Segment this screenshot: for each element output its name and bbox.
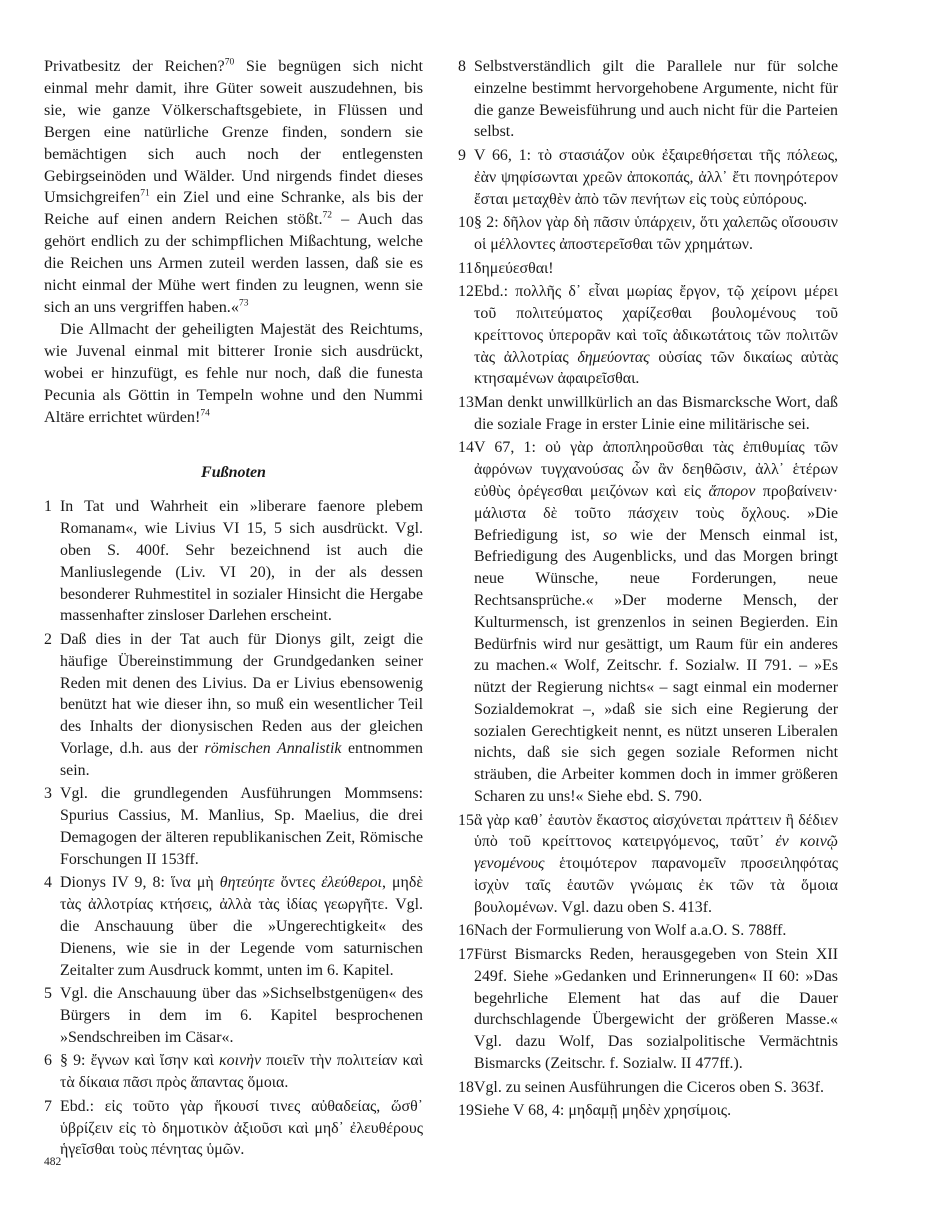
footnote-text: Daß dies in der Tat auch für Dionys gilt, zeigt die häufige Übereinstimmung der Grundgedanken seiner Reden mit denen des Livius. Da er Livius ebensowenig benützt hat wie dieser ihn, so muß ein wesentlicher Teil des Inhalts der dionysischen Reden aus der gleichen Vorlage, d.h. aus der römischen Annalistik entnommen sein. xyxy=(60,630,423,779)
footnote xyxy=(458,145,838,210)
footnote-text: Ebd.: εἰς τοῦτο γὰρ ἥκουσί τινες αὐθαδείας, ὥσθ᾽ ὑβρίζειν εἰς τὸ δημοτικὸν ἀξιοῦσι καὶ μηδ᾽ ἐλευθέρους ἡγεῖσθαι τοὺς πένητας ὑμῶν. xyxy=(60,1097,423,1159)
footnote-number: 8 xyxy=(458,58,466,75)
footnote-number: 19 xyxy=(458,1102,474,1120)
footnote-number: 3 xyxy=(44,785,52,803)
footnote xyxy=(458,437,838,808)
footnote-number: 7 xyxy=(44,1097,52,1115)
footnote xyxy=(458,944,838,1075)
footnote xyxy=(458,392,838,436)
footnote xyxy=(44,629,423,782)
footnote xyxy=(458,281,838,390)
footnote-text: Vgl. die grundlegenden Ausführungen Mommsens: Spurius Cassius, M. Manlius, Sp. Maelius, die drei Demagogen der älteren republikanischen Zeit, Römische Forschungen II 153ff. xyxy=(60,785,423,868)
footnote xyxy=(458,1077,838,1099)
footnote-number: 16 xyxy=(458,922,474,940)
footnotes-heading: Fußnoten xyxy=(201,464,266,482)
footnote xyxy=(44,872,423,981)
footnote-text: Dionys IV 9, 8: ἵνα μὴ θητεύητε ὄντες ἐλεύθεροι, μηδὲ τὰς ἀλλοτρίας κτήσεις, ἀλλὰ τὰς ἰδίας γεωργῆτε. Vgl. die Anschauung über die »Ungerechtigkeit« des Dienens, wie sie in der Legende vom saturnischen Zeitalter zum Ausdruck kommt, unten im 6. Kapitel. xyxy=(60,874,424,979)
left-column xyxy=(44,56,423,1163)
footnote-number: 6 xyxy=(44,1052,52,1070)
footnote-ref: 72 xyxy=(322,210,333,221)
footnote-number: 5 xyxy=(44,985,52,1003)
right-column xyxy=(458,56,838,1124)
footnote-text: Vgl. die Anschauung über das »Sichselbstgenügen« des Bürgers in dem im 6. Kapitel besprochenen »Sendschreiben im Cäsar«. xyxy=(60,985,423,1046)
footnote-ref: 73 xyxy=(238,298,249,309)
footnote xyxy=(44,1050,423,1094)
body-paragraph: Privatbesitz der Reichen?$^{70}$ Sie begnügen sich nicht einmal mehr damit, ihre Güter soweit auszudehnen, bis sie, wie ganze Völkerschaftsgebiete, in Flüssen und Bergen eine natürliche Grenze finden, sondern sie bemächtigen sich auch noch der entlegensten Gebirgseinöden und Wälder. Und nirgends findet dieses Umsichgreifen$^{71}$ ein Ziel und eine Schranke, als bis der Reiche auf einen andern Reichen stößt.$^{72}$ – Auch das gehört endlich zu der schimpflichen Mißachtung, welche die Reichen uns Armen zuteil werden lassen, daß sie es nicht einmal der Mühe wert finden zu leugnen, wenn sie sich an uns vergriffen haben.«$^{73}$ xyxy=(44,57,423,316)
body-text xyxy=(44,56,423,428)
footnote-text: Siehe V 68, 4: μηδαμῇ μηδὲν χρησίμοις. xyxy=(474,1102,732,1120)
footnote-number: 14 xyxy=(458,439,474,457)
footnote-number: 2 xyxy=(44,630,52,648)
footnote xyxy=(44,783,423,870)
footnote xyxy=(458,212,838,256)
footnote-number: 10 xyxy=(458,214,474,232)
body-paragraph: Die Allmacht der geheiligten Majestät des Reichtums, wie Juvenal einmal mit bitterer Ironie sich ausdrückt, wobei er hinzufügt, es fehle nur noch, daß die funesta Pecunia als Göttin in Tempeln wohne und den Nummi Altäre errichtet würden!$^{74}$ xyxy=(44,319,423,426)
footnote-text: Man denkt unwillkürlich an das Bismarcksche Wort, daß die soziale Frage in erster Linie eine militärische sei. xyxy=(474,393,838,433)
footnote-number: 18 xyxy=(458,1078,474,1096)
footnote-text: V 67, 1: οὐ γὰρ ἀποπληροῦσθαι τὰς ἐπιθυμίας τῶν ἀφρόνων τυγχανούσας ὧν ἂν δεηθῶσιν, ἀλλ᾽ ἑτέρων εὐθὺς ὀρέγεσθαι μειζόνων καὶ εἰς ἄπορον προβαίνειν· μάλιστα δὲ τοῦτο πάσχειν τοὺς ὄχλους. »Die Befriedigung ist, so wie der Mensch einmal ist, Befriedigung des Augenblicks, und das Morgen bringt neue Wünsche, neue Forderungen, neue Rechtsansprüche.« »Der moderne Mensch, der Kulturmensch, ist grenzenlos in seinen Begierden. Ein Bedürfnis wird nur gesättigt, um Raum für ein anderes zu machen.« Wolf, Zeitschr. f. Sozialw. II 791. – »Es nützt der Regierung nichts« – sagt einmal ein moderner Sozialdemokrat –, »daß sie sich eine Regierung der sozialen Gerechtigkeit nennt, es nützt unseren Liberalen nichts, daß sie sich gegen soziale Reformen nicht sträuben, die Arbeiter kommen doch in immer größeren Scharen zu uns!« Siehe ebd. S. 790. xyxy=(474,439,838,806)
footnote-text: ἃ γὰρ καθ᾽ ἑαυτὸν ἕκαστος αἰσχύνεται πράττειν ἢ δέδιεν ὑπὸ τοῦ κρείττονος κατειργόμενος, ταῦτ᾽ ἐν κοινῷ γενομένους ἑτοιμότερον παρανομεῖν προσειληφότας ἰσχὺν ταῖς ἑαυτῶν γνώμαις ἐκ τῶν τὰ ὅμοια βουλομένων. Vgl. dazu oben S. 413f. xyxy=(474,811,838,916)
footnote-text: § 9: ἔγνων καὶ ἴσην καὶ κοινὴν ποιεῖν τὴν πολιτείαν καὶ τὰ δίκαια πᾶσι πρὸς ἅπαντας ὅμοια. xyxy=(60,1052,423,1092)
footnote xyxy=(458,810,838,919)
footnote xyxy=(458,56,838,143)
footnote-text: § 2: δῆλον γὰρ δὴ πᾶσιν ὑπάρχειν, ὅτι χαλεπῶς οἴσουσιν οἱ μέλλοντες ἀποστερεῖσθαι τῶν χρημάτων. xyxy=(474,214,838,253)
footnote-text: δημεύεσθαι! xyxy=(474,259,554,277)
footnote-ref: 71 xyxy=(140,189,150,200)
footnote-text: Fürst Bismarcks Reden, herausgegeben von Stein XII 249f. Siehe »Gedanken und Erinnerungen« II 60: »Das begehrliche Element hat das auf die Dauer durchschlagende Übergewicht der größeren Masse.« Vgl. dazu Wolf, Das sozialpolitische Vermächtnis Bismarcks (Zeitschr. f. Sozialw. II 477ff.). xyxy=(474,946,838,1073)
footnote-number: 4 xyxy=(44,874,52,892)
page-number: 482 xyxy=(44,1156,62,1168)
footnote-number: 17 xyxy=(458,946,474,964)
footnote-text: Ebd.: πολλῆς δ᾽ εἶναι μωρίας ἔργον, τῷ χείρονι μέρει τοῦ πολιτεύματος χαρίζεσθαι βουλομένους τοῦ κρείττονος ὑπερορᾶν καὶ τοῖς ἀδικωτάτοις τῶν πολιτῶν τὰς ἀλλοτρίας δημεύοντας οὐσίας τῶν δικαίως αὐτὰς κτησαμένων ἀφαιρεῖσθαι. xyxy=(474,283,838,388)
footnote-text: Nach der Formulierung von Wolf a.a.O. S. 788ff. xyxy=(474,922,787,940)
footnote-number: 9 xyxy=(458,146,466,164)
footnote-number: 13 xyxy=(458,393,474,411)
footnote-ref: 70 xyxy=(224,57,235,68)
footnote-text: In Tat und Wahrheit ein »liberare faenore plebem Romanam«, wie Livius VI 15, 5 sich ausdrückt. Vgl. oben S. 400f. Sehr bezeichnend ist auch die Manliuslegende (Liv. VI 20), in der als dessen besonderer Ruhmestitel in sozialer Hinsicht die Hergabe massenhafter zinsloser Darlehen erscheint. xyxy=(60,498,423,625)
footnote-ref: 74 xyxy=(200,408,210,419)
footnote-text: Selbstverständlich gilt die Parallele nur für solche einzelne bestimmt hervorgehobene Argumente, nicht für die ganze Beweisführung und auch nicht für die Parteien selbst. xyxy=(474,58,838,141)
footnote-text: Vgl. zu seinen Ausführungen die Ciceros oben S. 363f. xyxy=(474,1078,824,1096)
footnote xyxy=(44,1096,423,1161)
footnote-number: 12 xyxy=(458,283,474,301)
footnote xyxy=(44,496,423,627)
footnote-text: V 66, 1: τὸ στασιάζον οὐκ ἐξαιρεθήσεται τῆς πόλεως, ἐὰν ψηφίσωνται χρεῶν ἀποκοπάς, ἀλλ᾽ ἔτι πονηρότερον ἔσται μεταχθὲν ἀπὸ τῶν πενήτων εἰς τοὺς εὐπόρους. xyxy=(474,146,838,208)
footnote xyxy=(458,920,838,942)
footnote-number: 1 xyxy=(44,498,52,516)
footnote xyxy=(458,1100,838,1122)
footnote xyxy=(44,983,423,1048)
footnote xyxy=(458,258,838,280)
footnote-number: 11 xyxy=(458,259,474,277)
footnote-number: 15 xyxy=(458,811,474,829)
